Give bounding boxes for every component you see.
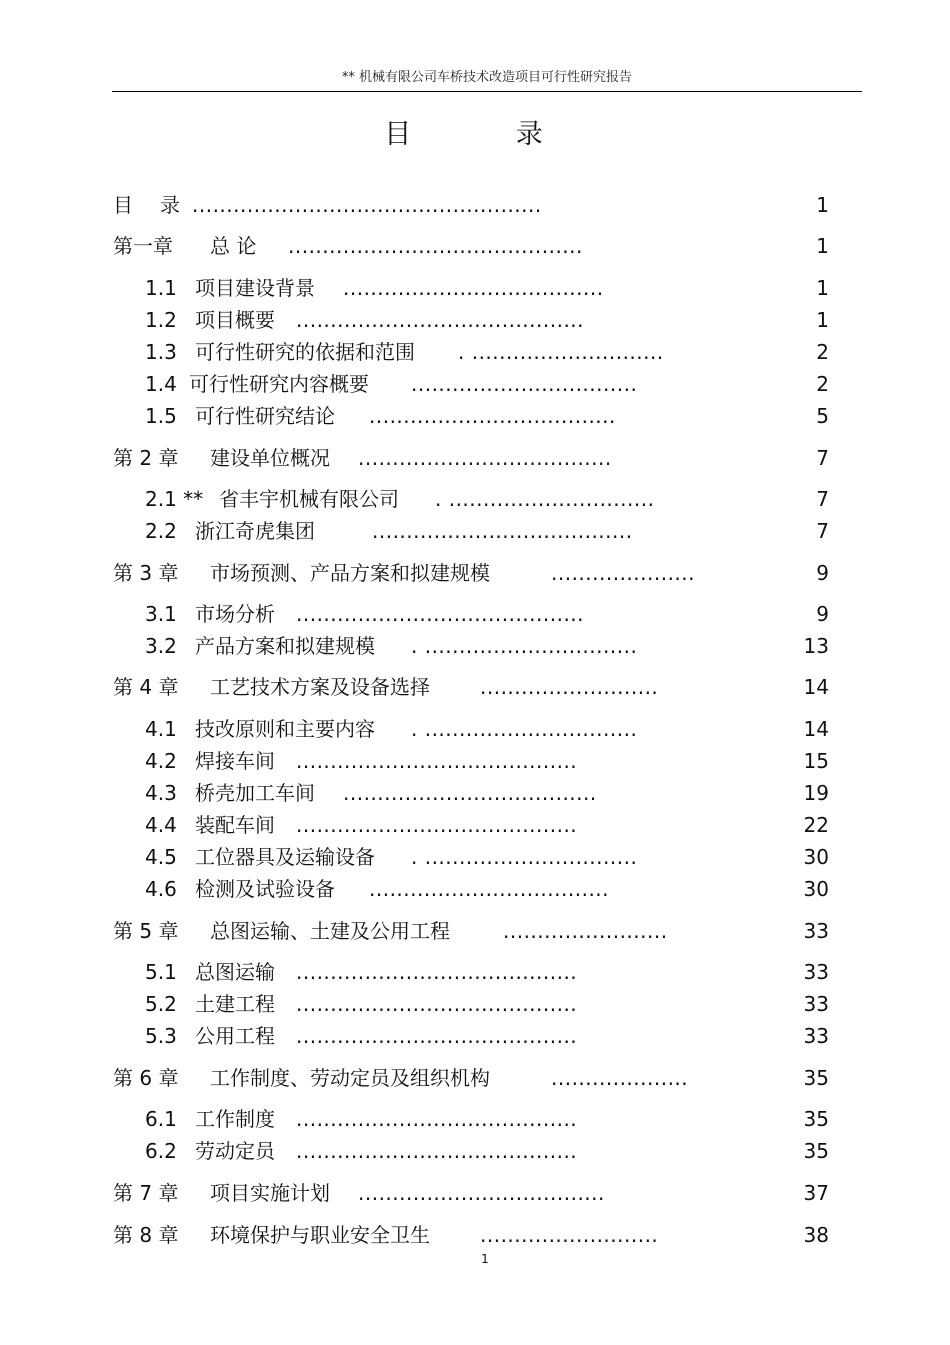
toc-entry-page: 33 xyxy=(803,992,829,1016)
toc-leader-dots: ........................................... xyxy=(288,234,583,258)
toc-entry-page: 5 xyxy=(816,404,829,428)
toc-entry[interactable] xyxy=(0,1220,950,1250)
toc-entry-title: 装配车间 xyxy=(195,813,275,837)
toc-entry[interactable] xyxy=(0,273,950,303)
toc-entry[interactable] xyxy=(0,672,950,702)
toc-entry-number: 1.5 xyxy=(145,404,177,428)
toc-entry-page: 13 xyxy=(803,634,829,658)
toc-leader-dots: ......................................... xyxy=(296,749,578,773)
toc-entry-number: 第 3 章 xyxy=(113,561,179,585)
toc-entry-title: 工位器具及运输设备 xyxy=(195,845,375,869)
toc-leader-dots: .................................... xyxy=(369,404,616,428)
toc-entry-title: 项目实施计划 xyxy=(210,1181,330,1205)
toc-entry-number: 5.2 xyxy=(145,992,177,1016)
toc-leader-dots: ......................................... xyxy=(296,1139,578,1163)
page-number: 1 xyxy=(481,1252,489,1266)
toc-entry[interactable] xyxy=(0,1063,950,1093)
toc-entry[interactable] xyxy=(0,810,950,840)
toc-entry-title: 市场分析 xyxy=(195,602,275,626)
toc-entry-title: 建设单位概况 xyxy=(210,446,330,470)
toc-entry-page: 22 xyxy=(803,813,829,837)
toc-entry-number: 2.2 xyxy=(145,519,177,543)
toc-entry[interactable] xyxy=(0,305,950,335)
toc-entry-title: 录 xyxy=(160,193,180,217)
toc-entry[interactable] xyxy=(0,1104,950,1134)
toc-entry-page: 1 xyxy=(816,308,829,332)
toc-entry-page: 38 xyxy=(803,1223,829,1247)
toc-entry-number: 4.4 xyxy=(145,813,177,837)
toc-entry-title: 劳动定员 xyxy=(195,1139,275,1163)
toc-entry[interactable] xyxy=(0,778,950,808)
toc-entry-page: 2 xyxy=(816,372,829,396)
toc-entry-title: 工作制度 xyxy=(195,1107,275,1131)
toc-entry-page: 9 xyxy=(816,561,829,585)
toc-entry-number: 4.5 xyxy=(145,845,177,869)
toc-entry[interactable] xyxy=(0,401,950,431)
toc-entry-title: 浙江奇虎集团 xyxy=(195,519,315,543)
toc-entry-number: 5.1 xyxy=(145,960,177,984)
toc-entry[interactable] xyxy=(0,874,950,904)
toc-leader-dots: .......................... xyxy=(480,675,659,699)
toc-entry-page: 19 xyxy=(803,781,829,805)
toc-entry-number: 第 7 章 xyxy=(113,1181,179,1205)
toc-entry-number: 1.1 xyxy=(145,276,177,300)
toc-leader-dots: . ............................... xyxy=(411,634,638,658)
toc-entry-page: 30 xyxy=(803,877,829,901)
toc-entry-page: 1 xyxy=(816,193,829,217)
toc-entry-title: 可行性研究内容概要 xyxy=(189,372,369,396)
toc-entry-title: 工艺技术方案及设备选择 xyxy=(210,675,430,699)
toc-entry-page: 1 xyxy=(816,276,829,300)
toc-entry[interactable] xyxy=(0,369,950,399)
toc-leader-dots: ..................... xyxy=(551,561,696,585)
toc-entry-number: 4.6 xyxy=(145,877,177,901)
toc-entry-title: 产品方案和拟建规模 xyxy=(195,634,375,658)
toc-entry-title: 项目建设背景 xyxy=(195,276,315,300)
toc-entry-title: 总 论 xyxy=(210,234,257,258)
toc-entry-number: 第 4 章 xyxy=(113,675,179,699)
toc-entry[interactable] xyxy=(0,957,950,987)
toc-leader-dots: ...................................... xyxy=(343,276,604,300)
toc-leader-dots: ................................................... xyxy=(192,193,542,217)
toc-entry[interactable] xyxy=(0,443,950,473)
toc-entry-page: 9 xyxy=(816,602,829,626)
toc-entry-number: 1.4 xyxy=(145,372,177,396)
toc-entry-number: 3.1 xyxy=(145,602,177,626)
toc-entry-title: 总图运输 xyxy=(195,960,275,984)
toc-entry-title: 土建工程 xyxy=(195,992,275,1016)
toc-entry-page: 15 xyxy=(803,749,829,773)
toc-leader-dots: ...................................... xyxy=(372,519,633,543)
toc-entry-page: 14 xyxy=(803,717,829,741)
toc-entry-page: 2 xyxy=(816,340,829,364)
toc-leader-dots: . ............................ xyxy=(458,340,664,364)
toc-entry-title: 检测及试验设备 xyxy=(195,877,335,901)
toc-entry[interactable] xyxy=(0,1021,950,1051)
toc-entry-title: 省丰宇机械有限公司 xyxy=(219,487,399,511)
toc-entry-page: 33 xyxy=(803,919,829,943)
toc-entry[interactable] xyxy=(0,599,950,629)
toc-entry[interactable] xyxy=(0,916,950,946)
toc-leader-dots: . .............................. xyxy=(435,487,655,511)
toc-entry-number: 第 2 章 xyxy=(113,446,179,470)
toc-leader-dots: . ............................... xyxy=(411,717,638,741)
toc-entry-title: 可行性研究的依据和范围 xyxy=(195,340,415,364)
toc-entry-page: 35 xyxy=(803,1107,829,1131)
toc-entry-number: 第 6 章 xyxy=(113,1066,179,1090)
toc-leader-dots: . ............................... xyxy=(411,845,638,869)
toc-leader-dots: ..................................... xyxy=(343,781,597,805)
toc-entry-number: 5.3 xyxy=(145,1024,177,1048)
toc-leader-dots: ......................................... xyxy=(296,992,578,1016)
toc-entry[interactable] xyxy=(0,1178,950,1208)
toc-entry-page: 35 xyxy=(803,1139,829,1163)
toc-entry-title: 市场预测、产品方案和拟建规模 xyxy=(210,561,490,585)
toc-entry[interactable] xyxy=(0,231,950,261)
page-title: 目 录 xyxy=(384,119,591,150)
toc-entry-number: 6.1 xyxy=(145,1107,177,1131)
toc-entry-page: 33 xyxy=(803,1024,829,1048)
toc-entry-title: 技改原则和主要内容 xyxy=(195,717,375,741)
toc-entry-page: 7 xyxy=(816,446,829,470)
toc-entry-number: 6.2 xyxy=(145,1139,177,1163)
toc-entry-page: 33 xyxy=(803,960,829,984)
toc-entry-number: 4.2 xyxy=(145,749,177,773)
toc-leader-dots: ......................................... xyxy=(296,813,578,837)
toc-entry-number: 1.3 xyxy=(145,340,177,364)
toc-entry-page: 37 xyxy=(803,1181,829,1205)
toc-entry-number: 4.1 xyxy=(145,717,177,741)
toc-leader-dots: .......................................... xyxy=(296,602,585,626)
toc-leader-dots: ........................ xyxy=(503,919,668,943)
toc-entry-number: 第 5 章 xyxy=(113,919,179,943)
toc-entry[interactable] xyxy=(0,1136,950,1166)
toc-entry-page: 30 xyxy=(803,845,829,869)
toc-entry-title: 项目概要 xyxy=(195,308,275,332)
toc-entry-number: 目 xyxy=(113,193,133,217)
toc-entry[interactable] xyxy=(0,746,950,776)
toc-entry[interactable] xyxy=(0,337,950,367)
toc-entry-number: 第一章 xyxy=(113,234,173,258)
toc-entry-page: 35 xyxy=(803,1066,829,1090)
toc-leader-dots: ................................. xyxy=(411,372,638,396)
toc-leader-dots: ................................... xyxy=(369,877,610,901)
toc-entry-title: 桥壳加工车间 xyxy=(195,781,315,805)
toc-leader-dots: .................... xyxy=(551,1066,689,1090)
toc-entry[interactable] xyxy=(0,842,950,872)
toc-entry[interactable] xyxy=(0,190,950,220)
toc-leader-dots: .................................... xyxy=(358,1181,605,1205)
toc-entry[interactable] xyxy=(0,989,950,1019)
toc-entry-title: 公用工程 xyxy=(195,1024,275,1048)
toc-entry-page: 14 xyxy=(803,675,829,699)
toc-entry-page: 7 xyxy=(816,519,829,543)
toc-entry[interactable] xyxy=(0,714,950,744)
toc-entry-number: 2.1 ** xyxy=(145,487,204,511)
toc-entry-number: 4.3 xyxy=(145,781,177,805)
toc-leader-dots: ......................................... xyxy=(296,1024,578,1048)
toc-leader-dots: .......................... xyxy=(480,1223,659,1247)
toc-entry-title: 可行性研究结论 xyxy=(195,404,335,428)
header-rule xyxy=(112,91,862,92)
toc-entry-number: 第 8 章 xyxy=(113,1223,179,1247)
toc-entry[interactable] xyxy=(0,516,950,546)
toc-entry-page: 1 xyxy=(816,234,829,258)
toc-entry[interactable] xyxy=(0,484,950,514)
toc-leader-dots: .......................................... xyxy=(296,308,585,332)
toc-leader-dots: ......................................... xyxy=(296,1107,578,1131)
toc-entry-number: 1.2 xyxy=(145,308,177,332)
toc-entry-number: 3.2 xyxy=(145,634,177,658)
toc-entry-title: 焊接车间 xyxy=(195,749,275,773)
toc-leader-dots: ..................................... xyxy=(358,446,612,470)
toc-entry-title: 总图运输、土建及公用工程 xyxy=(210,919,450,943)
toc-entry[interactable] xyxy=(0,631,950,661)
toc-leader-dots: ......................................... xyxy=(296,960,578,984)
toc-entry[interactable] xyxy=(0,558,950,588)
toc-entry-title: 环境保护与职业安全卫生 xyxy=(210,1223,430,1247)
toc-entry-page: 7 xyxy=(816,487,829,511)
page-header: ** 机械有限公司车桥技术改造项目可行性研究报告 xyxy=(341,70,633,85)
toc-entry-title: 工作制度、劳动定员及组织机构 xyxy=(210,1066,490,1090)
